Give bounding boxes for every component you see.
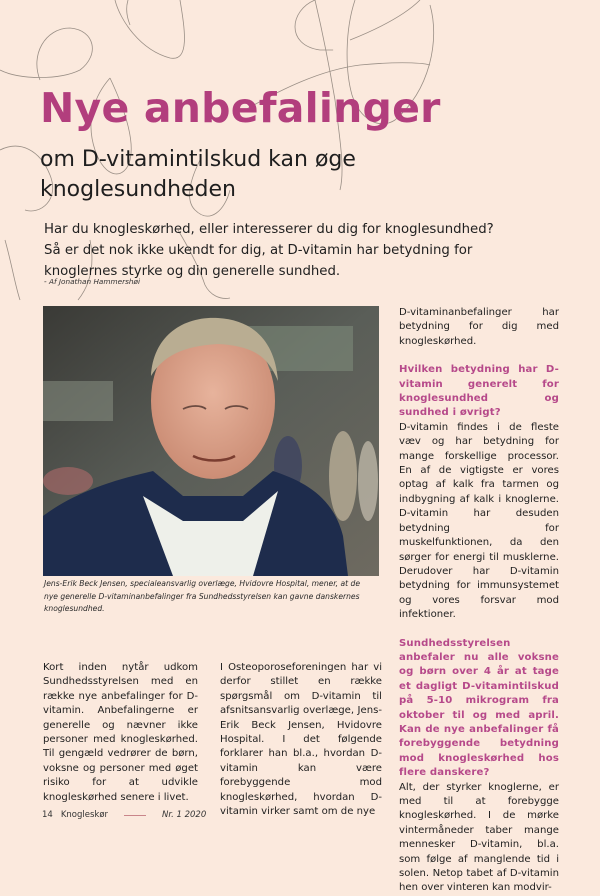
body-column-3 bbox=[399, 306, 559, 896]
paragraph: I Osteoporoseforeningen har vi derfor stillet en række spørgsmål om D-vitamin til afsnitsansvarlig overlæge, Jens-Erik Beck Jensen, Hvidovre Hospital. I det følgende forklarer han bl.a., hvordan D-vitamin kan være forebyggende mod knogleskørhed, hvordan D-vitamin virker samt om de nye bbox=[220, 662, 382, 818]
interview-answer: Alt, der styrker knoglerne, er med til at forebygge knogleskørhed. I de mørke vintermåneder taber mange mennesker D-vitamin, bl.a. som følge af manglende tid i solen. Netop tabet af D-vitamin hen over vinteren kan modvir- bbox=[399, 781, 559, 894]
issue-number: Nr. 1 2020 bbox=[162, 810, 207, 820]
page-footer bbox=[42, 810, 206, 820]
body-column-2 bbox=[220, 661, 382, 819]
interview-answer: D-vitamin findes i de fleste væv og har betydning for mange forskellige processor. En af de vigtigste er vores optag af kalk fra tarmen og indbygning af kalk i knoglerne. D-vitamin har desuden betydning for muskelfunktionen, da den sørger for energi til musklerne. Derudover har D-vitamin betydning for immunsystemet og vores forsvar mod infektioner. bbox=[399, 421, 559, 621]
footer-divider bbox=[124, 815, 146, 816]
interview-question: Sundhedsstyrelsen anbefaler nu alle voksne og børn over 4 år at tage et dagligt D-vitamintilskud på 5-10 mikrogram fra oktober til og med april. Kan de nye anbefalinger få forebyggende betydning mod knogleskørhed hos flere danskere? bbox=[399, 637, 559, 779]
photo-caption: Jens-Erik Beck Jensen, specialeansvarlig overlæge, Hvidovre Hospital, mener, at de nye generelle D-vitaminanbefalinger fra Sundhedsstyrelsen kan gavne danskernes knoglesundhed. bbox=[44, 579, 360, 614]
paragraph: D-vitaminanbefalinger har betydning for dig med knogleskørhed. bbox=[399, 307, 559, 347]
page-number: 14 bbox=[42, 810, 53, 820]
portrait-illustration bbox=[43, 306, 379, 576]
body-column-1 bbox=[43, 661, 198, 805]
paragraph: Kort inden nytår udkom Sundhedsstyrelsen med en række nye anbefalinger for D-vitamin. Anbefalingerne er generelle og nævner ikke personer med knogleskørhed. Til gengæld vedrører de børn, voksne og personer med øget risiko for at udvikle knogleskørhed senere i livet. bbox=[43, 662, 198, 803]
article-lead: Har du knogleskørhed, eller interesserer du dig for knoglesundhed? Så er det nok ikke ukendt for dig, at D-vitamin har betydning for knoglernes styrke og din generelle sundhed. bbox=[44, 222, 494, 279]
article-subtitle: om D-vitamintilskud kan øge knoglesundheden bbox=[40, 147, 356, 202]
interview-question: Hvilken betydning har D-vitamin generelt for knoglesundhed og sundhed i øvrigt? bbox=[399, 364, 559, 419]
magazine-name: Knogleskør bbox=[60, 810, 109, 820]
article-title: Nye anbefalinger bbox=[40, 84, 441, 132]
portrait-photo bbox=[43, 306, 379, 576]
byline: - Af Jonathan Hammershøi bbox=[44, 277, 141, 286]
